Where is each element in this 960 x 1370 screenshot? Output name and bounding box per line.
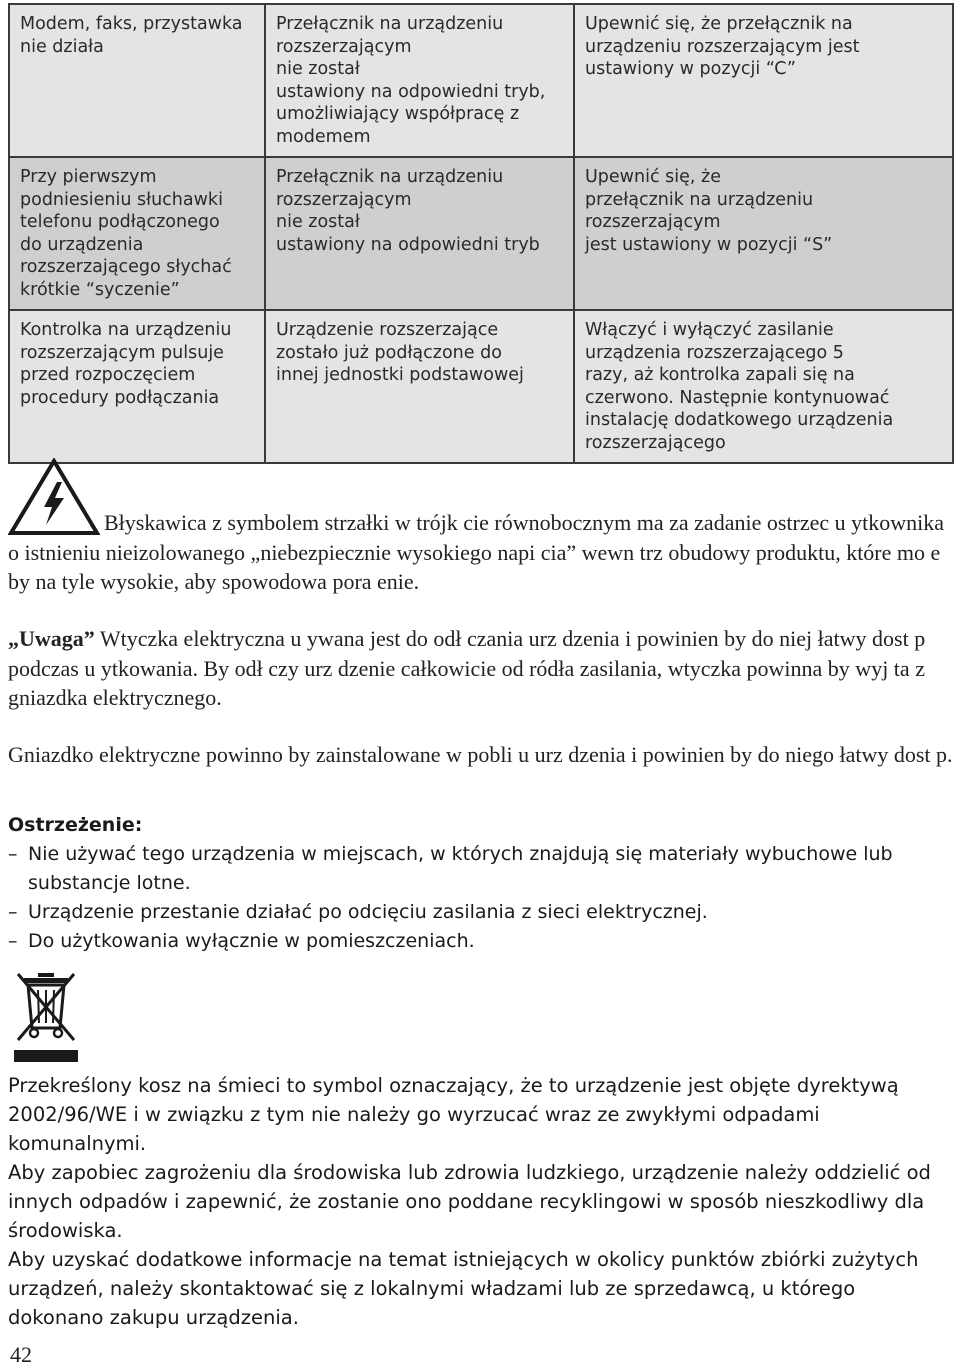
- caution-list: [8, 840, 954, 956]
- caution-title: Ostrzeżenie:: [8, 814, 143, 836]
- dash-bullet: –: [8, 843, 18, 865]
- weee-paragraph: Aby uzyskać dodatkowe informacje na temat istniejących w okolicy punktów zbiórki zużytych urządzeń, należy skontaktować się z lokalnymi władzami lub ze sprzedawcą, u którego dokonano zakupu urządzenia.: [8, 1248, 919, 1329]
- page-number: 42: [10, 1342, 32, 1367]
- table-row: [9, 310, 953, 463]
- cause-cell: Urządzenie rozszerzające zostało już podłączone do innej jednostki podstawowej: [265, 310, 574, 463]
- troubleshooting-table: [8, 3, 954, 464]
- socket-paragraph: Gniazdko elektryczne powinno by zainstalowane w pobli u urz dzenia i powinien by do niego łatwy dost p.: [8, 742, 953, 767]
- weee-paragraph: Aby zapobiec zagrożeniu dla środowiska lub zdrowia ludzkiego, urządzenie należy oddzielić od innych odpadów i zapewnić, że zostanie ono poddane recyklingowi w sposób nieszkodliwy dla środowiska.: [8, 1161, 931, 1242]
- table-row: [9, 157, 953, 310]
- caution-item-text: Urządzenie przestanie działać po odcięciu zasilania z sieci elektrycznej.: [28, 901, 708, 923]
- uwaga-label: „Uwaga”: [8, 626, 95, 651]
- caution-item-text: Do użytkowania wyłącznie w pomieszczeniach.: [28, 930, 475, 952]
- problem-cell: Przy pierwszym podniesieniu słuchawki telefonu podłączonego do urządzenia rozszerzającego słychać krótkie “syczenie”: [9, 157, 265, 310]
- solution-cell: Upewnić się, że przełącznik na urządzeniu rozszerzającym jest ustawiony w pozycji “C”: [574, 4, 953, 157]
- dash-bullet: –: [8, 930, 18, 952]
- weee-section: [8, 1071, 954, 1332]
- uwaga-paragraph: [8, 624, 956, 713]
- cause-cell: Przełącznik na urządzeniu rozszerzającym nie został ustawiony na odpowiedni tryb, umożliwiający współpracę z modemem: [265, 4, 574, 157]
- list-item: [8, 927, 954, 956]
- lightning-warning-text: Błyskawica z symbolem strzałki w trójk cie równobocznym ma za zadanie ostrzec u ytkownika o istnieniu nieizolowanego „niebezpiecznie wysokiego napi cia” wewn trz obudowy produktu, które mo e by na tyle wysokie, aby spowodowa pora enie.: [8, 510, 945, 594]
- weee-paragraph: Przekreślony kosz na śmieci to symbol oznaczający, że to urządzenie jest objęte dyrektywą 2002/96/WE i w związku z tym nie należy go wyrzucać wraz ze zwykłymi odpadami komunalnymi.: [8, 1074, 899, 1155]
- caution-item-text: Nie używać tego urządzenia w miejscach, w których znajdują się materiały wybuchowe lub substancje lotne.: [28, 843, 893, 894]
- cause-cell: Przełącznik na urządzeniu rozszerzającym nie został ustawiony na odpowiedni tryb: [265, 157, 574, 310]
- list-item: [8, 898, 954, 927]
- list-item: [8, 840, 954, 898]
- table-row: [9, 4, 953, 157]
- problem-cell: Modem, faks, przystawka nie działa: [9, 4, 265, 157]
- solution-cell: Upewnić się, że przełącznik na urządzeniu rozszerzającym jest ustawiony w pozycji “S”: [574, 157, 953, 310]
- uwaga-text: Wtyczka elektryczna u ywana jest do odł czania urz dzenia i powinien by do niej łatwy dost p podczas u ytkowania. By odł czy urz dzenie całkowicie od ródła zasilania, wtyczka powinna by wyj ta z gniazdka elektrycznego.: [8, 626, 926, 710]
- crossed-out-bin-icon: [14, 970, 78, 1066]
- dash-bullet: –: [8, 901, 18, 923]
- problem-cell: Kontrolka na urządzeniu rozszerzającym pulsuje przed rozpoczęciem procedury podłączania: [9, 310, 265, 463]
- caution-section: [8, 814, 954, 956]
- solution-cell: Włączyć i wyłączyć zasilanie urządzenia rozszerzającego 5 razy, aż kontrolka zapali się na czerwono. Następnie kontynuować instalację dodatkowego urządzenia rozszerzającego: [574, 310, 953, 463]
